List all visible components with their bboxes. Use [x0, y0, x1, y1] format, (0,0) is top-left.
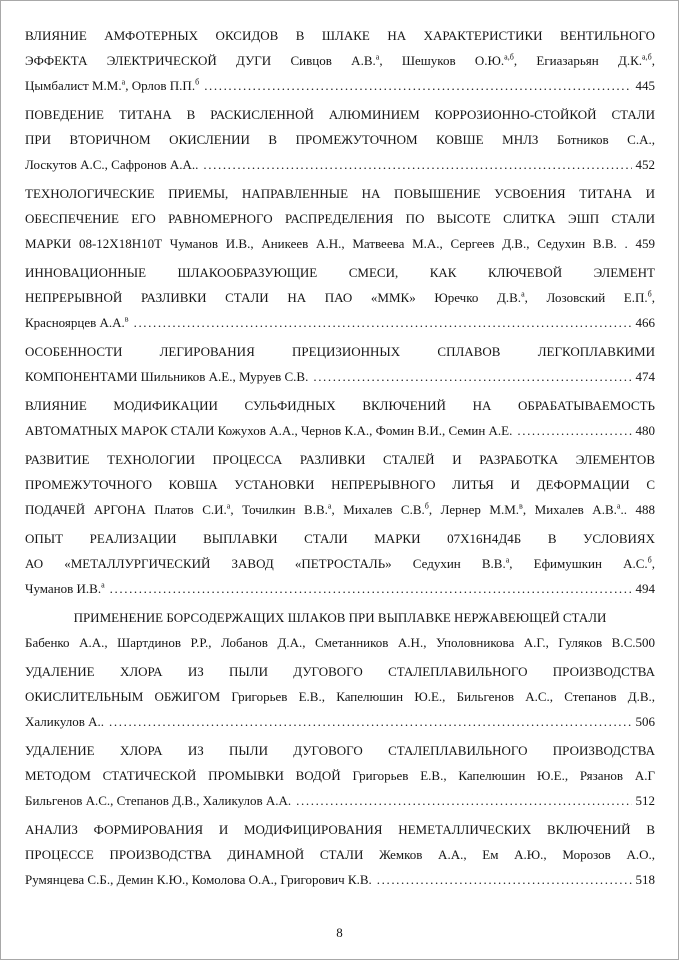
toc-entry-line: ИННОВАЦИОННЫЕ ШЛАКООБРАЗУЮЩИЕ СМЕСИ, КАК КЛЮЧЕВОЙ ЭЛЕМЕНТ: [25, 265, 655, 280]
entry-page-number: 518: [635, 872, 655, 887]
toc-entry-line: МАРКИ 08-12Х18Н10Т Чуманов И.В., Аникеев А.Н., Матвеева М.А., Сергеев Д.В., Седухин В.В. . 459: [25, 236, 655, 251]
entry-page-number: 494: [635, 581, 655, 596]
toc-entry-line: [25, 788, 655, 813]
entry-text: АВТОМАТНЫХ МАРОК СТАЛИ Кожухов А.А., Чернов К.А., Фомин В.И., Семин А.Е.: [25, 423, 513, 438]
entry-page-number: 474: [635, 369, 655, 384]
dot-leader: [296, 788, 631, 813]
affiliation-superscript: б: [647, 289, 652, 299]
toc-entry-line: ПРОЦЕССЕ ПРОИЗВОДСТВА ДИНАМНОЙ СТАЛИ Жемков А.А., Ем А.Ю., Морозов А.О.,: [25, 847, 655, 862]
toc-entry-line: ОБЕСПЕЧЕНИЕ ЕГО РАВНОМЕРНОГО РАСПРЕДЕЛЕНИЯ ПО ВЫСОТЕ СЛИТКА ЭШП СТАЛИ: [25, 211, 655, 226]
affiliation-superscript: а: [101, 580, 105, 590]
toc-entry: [25, 526, 655, 601]
entry-text: Цымбалист М.М.$^а$, Орлов П.П.$^б$: [25, 77, 200, 93]
dot-leader: [313, 364, 631, 389]
toc-entry-line: [25, 364, 655, 389]
toc-entry: [25, 23, 655, 98]
toc-entry-line: ОКИСЛИТЕЛЬНЫМ ОБЖИГОМ Григорьев Е.В., Капелюшин Ю.Е., Бильгенов А.С., Степанов Д.В.,: [25, 689, 655, 704]
dot-leader: [517, 418, 631, 443]
dot-leader: [203, 152, 631, 177]
toc-list: [25, 23, 655, 892]
toc-entry-line: НЕПРЕРЫВНОЙ РАЗЛИВКИ СТАЛИ НА ПАО «ММК» Юречко Д.В.$^а$, Лозовский Е.П.$^б$,: [25, 289, 655, 305]
toc-entry-line: ПРИ ВТОРИЧНОМ ОКИСЛЕНИИ В ПРОМЕЖУТОЧНОМ КОВШЕ МНЛЗ Ботников С.А.,: [25, 132, 655, 147]
toc-entry-line: ПРИМЕНЕНИЕ БОРСОДЕРЖАЩИХ ШЛАКОВ ПРИ ВЫПЛАВКЕ НЕРЖАВЕЮЩЕЙ СТАЛИ: [73, 610, 607, 625]
affiliation-superscript: а,б: [642, 52, 652, 62]
toc-entry: [25, 817, 655, 892]
toc-entry-line: УДАЛЕНИЕ ХЛОРА ИЗ ПЫЛИ ДУГОВОГО СТАЛЕПЛАВИЛЬНОГО ПРОИЗВОДСТВА: [25, 664, 655, 679]
toc-entry-line: ПОВЕДЕНИЕ ТИТАНА В РАСКИСЛЕННОЙ АЛЮМИНИЕМ КОРРОЗИОННО-СТОЙКОЙ СТАЛИ: [25, 107, 655, 122]
entry-text: Бильгенов А.С., Степанов Д.В., Халикулов А.А.: [25, 793, 292, 808]
toc-entry: [25, 738, 655, 813]
toc-entry: [25, 447, 655, 522]
toc-entry-line: АО «МЕТАЛЛУРГИЧЕСКИЙ ЗАВОД «ПЕТРОСТАЛЬ» Седухин В.В.$^а$, Ефимушкин А.С.$^б$,: [25, 555, 655, 571]
affiliation-superscript: а: [375, 52, 380, 62]
affiliation-superscript: а,б: [504, 52, 514, 62]
entry-page-number: 480: [635, 423, 655, 438]
affiliation-superscript: в: [124, 314, 129, 324]
entry-text: Лоскутов А.С., Сафронов А.А..: [25, 157, 199, 172]
affiliation-superscript: б: [647, 555, 652, 565]
toc-entry-line: УДАЛЕНИЕ ХЛОРА ИЗ ПЫЛИ ДУГОВОГО СТАЛЕПЛАВИЛЬНОГО ПРОИЗВОДСТВА: [25, 743, 655, 758]
toc-entry-line: ПРОМЕЖУТОЧНОГО КОВША УСТАНОВКИ НЕПРЕРЫВНОГО ЛИТЬЯ И ДЕФОРМАЦИИ С: [25, 477, 655, 492]
toc-entry: [25, 181, 655, 256]
toc-entry-line: [25, 418, 655, 443]
toc-entry-line: [25, 152, 655, 177]
affiliation-superscript: б: [424, 501, 429, 511]
dot-leader: [377, 867, 632, 892]
toc-entry: [25, 605, 655, 655]
toc-entry-line: [25, 709, 655, 734]
dot-leader: [109, 709, 631, 734]
entry-text: Красноярцев А.А.$^в$: [25, 314, 129, 330]
affiliation-superscript: а: [327, 501, 332, 511]
entry-page-number: 445: [635, 78, 655, 93]
toc-entry: [25, 659, 655, 734]
toc-entry-line: [25, 576, 655, 601]
affiliation-superscript: а: [226, 501, 231, 511]
page-number: 8: [336, 925, 343, 940]
toc-entry-line: [25, 73, 655, 98]
toc-entry-line: [25, 867, 655, 892]
toc-entry-line: [25, 310, 655, 335]
entry-text: Чуманов И.В.$^а$: [25, 580, 105, 596]
entry-page-number: 466: [635, 315, 655, 330]
affiliation-superscript: а: [121, 77, 126, 87]
toc-entry-line: ОСОБЕННОСТИ ЛЕГИРОВАНИЯ ПРЕЦИЗИОННЫХ СПЛАВОВ ЛЕГКОПЛАВКИМИ: [25, 344, 655, 359]
entry-text: Румянцева С.Б., Демин К.Ю., Комолова О.А., Григорович К.В.: [25, 872, 372, 887]
toc-entry-line: ВЛИЯНИЕ АМФОТЕРНЫХ ОКСИДОВ В ШЛАКЕ НА ХАРАКТЕРИСТИКИ ВЕНТИЛЬНОГО: [25, 28, 655, 43]
dot-leader: [134, 310, 632, 335]
entry-text: КОМПОНЕНТАМИ Шильников А.Е., Муруев С.В.: [25, 369, 309, 384]
toc-entry: [25, 102, 655, 177]
entry-page-number: 506: [635, 714, 655, 729]
toc-entry-line: ЭФФЕКТА ЭЛЕКТРИЧЕСКОЙ ДУГИ Сивцов А.В.$^а$, Шешуков О.Ю.$^{а,б}$, Егиазарьян Д.К.$^{а,б}$,: [25, 52, 655, 68]
entry-text: Халикулов А..: [25, 714, 105, 729]
toc-entry-line: ТЕХНОЛОГИЧЕСКИЕ ПРИЕМЫ, НАПРАВЛЕННЫЕ НА ПОВЫШЕНИЕ УСВОЕНИЯ ТИТАНА И: [25, 186, 655, 201]
toc-entry: [25, 260, 655, 335]
toc-entry-line: ПОДАЧЕЙ АРГОНА Платов С.И.$^а$, Точилкин В.В.$^а$, Михалев С.В.$^б$, Лернер М.М.$^в$, Михалев А.В.$^а$.. 488: [25, 501, 655, 517]
affiliation-superscript: в: [519, 501, 523, 511]
toc-entry-line: Бабенко А.А., Шартдинов Р.Р., Лобанов Д.А., Сметанников А.Н., Уполовникова А.Г., Гуляков В.С.500: [25, 635, 655, 650]
entry-page-number: 452: [635, 157, 655, 172]
toc-entry-line: РАЗВИТИЕ ТЕХНОЛОГИИ ПРОЦЕССА РАЗЛИВКИ СТАЛЕЙ И РАЗРАБОТКА ЭЛЕМЕНТОВ: [25, 452, 655, 467]
toc-entry-line: МЕТОДОМ СТАТИЧЕСКОЙ ПРОМЫВКИ ВОДОЙ Григорьев Е.В., Капелюшин Ю.Е., Рязанов А.Г: [25, 768, 655, 783]
toc-entry: [25, 393, 655, 443]
toc-entry: [25, 339, 655, 389]
affiliation-superscript: б: [195, 77, 200, 87]
entry-page-number: 512: [635, 793, 655, 808]
toc-entry-line: ВЛИЯНИЕ МОДИФИКАЦИИ СУЛЬФИДНЫХ ВКЛЮЧЕНИЙ НА ОБРАБАТЫВАЕМОСТЬ: [25, 398, 655, 413]
affiliation-superscript: а: [616, 501, 621, 511]
toc-entry-line: АНАЛИЗ ФОРМИРОВАНИЯ И МОДИФИЦИРОВАНИЯ НЕМЕТАЛЛИЧЕСКИХ ВКЛЮЧЕНИЙ В: [25, 822, 655, 837]
affiliation-superscript: а: [505, 555, 510, 565]
affiliation-superscript: а: [521, 289, 525, 299]
toc-entry-line: ОПЫТ РЕАЛИЗАЦИИ ВЫПЛАВКИ СТАЛИ МАРКИ 07Х16Н4Д4Б В УСЛОВИЯХ: [25, 531, 655, 546]
dot-leader: [204, 73, 631, 98]
dot-leader: [110, 576, 632, 601]
